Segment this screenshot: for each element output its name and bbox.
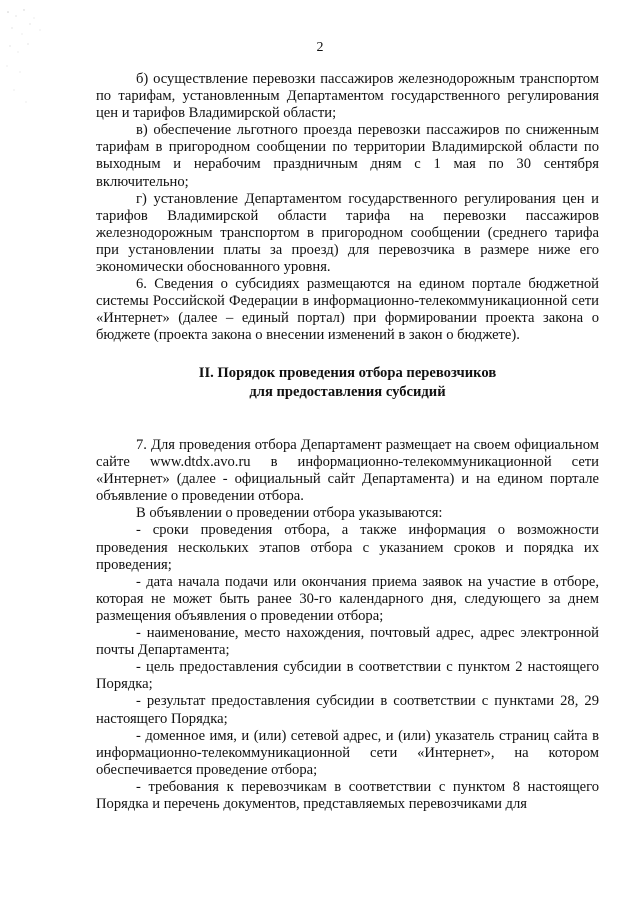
- body-text-top: [96, 71, 599, 345]
- list-item: - результат предоставления субсидии в соответствии с пунктами 28, 29 настоящего Порядка;: [96, 693, 599, 727]
- paragraph: 6. Сведения о субсидиях размещаются на едином портале бюджетной системы Российской Федерации в информационно-телекоммуникационной сети «Интернет» (далее – единый портал) при формировании проекта закона о бюджете (проекта закона о внесении изменений в закон о бюджете).: [96, 276, 599, 344]
- section-heading: [96, 364, 599, 402]
- list-item: - требования к перевозчикам в соответствии с пунктом 8 настоящего Порядка и перечень документов, представляемых перевозчиками для: [96, 778, 599, 812]
- paragraph: б) осуществление перевозки пассажиров железнодорожным транспортом по тарифам, установленным Департаментом государственного регулирования цен и тарифов Владимирской области;: [96, 71, 599, 122]
- paragraph: В объявлении о проведении отбора указываются:: [136, 505, 443, 522]
- list-item: - дата начала подачи или окончания приема заявок на участие в отборе, которая не может быть ранее 30-го календарного дня, следующего за днем размещения объявления о проведении отбора;: [96, 573, 599, 624]
- scan-artifact: [4, 6, 50, 116]
- list-item: - цель предоставления субсидии в соответствии с пунктом 2 настоящего Порядка;: [96, 659, 599, 693]
- list-item: - сроки проведения отбора, а также информация о возможности проведения нескольких этапов отбора с указанием сроков и порядка их проведения;: [96, 522, 599, 573]
- list-item: - доменное имя, и (или) сетевой адрес, и (или) указатель страниц сайта в информационно-телекоммуникационной сети «Интернет», на котором обеспечивается проведение отбора;: [96, 727, 599, 778]
- body-text-bottom: [96, 437, 599, 813]
- section-heading-line: II. Порядок проведения отбора перевозчиков: [198, 365, 497, 381]
- paragraph: 7. Для проведения отбора Департамент размещает на своем официальном сайте www.dtdx.avo.ru в информационно-телекоммуникационной сети «Интернет» (далее - официальный сайт Департамента) и на едином портале объявление о проведении отбора.: [96, 437, 599, 505]
- paragraph: в) обеспечение льготного проезда перевозки пассажиров по сниженным тарифам в пригородном сообщении по территории Владимирской области по выходным и нерабочим праздничным дням с 1 мая по 30 сентября включительно;: [96, 122, 599, 190]
- list-item: - наименование, место нахождения, почтовый адрес, адрес электронной почты Департамента;: [96, 625, 599, 659]
- page-number: 2: [316, 40, 324, 55]
- section-heading-line: для предоставления субсидий: [249, 384, 446, 400]
- paragraph: г) установление Департаментом государственного регулирования цен и тарифов Владимирской области тарифа на перевозки пассажиров железнодорожным транспортом в пригородном сообщении (среднего тарифа при установлении платы за проезд) для перевозчика в размере ниже его экономически обоснованного уровня.: [96, 190, 599, 276]
